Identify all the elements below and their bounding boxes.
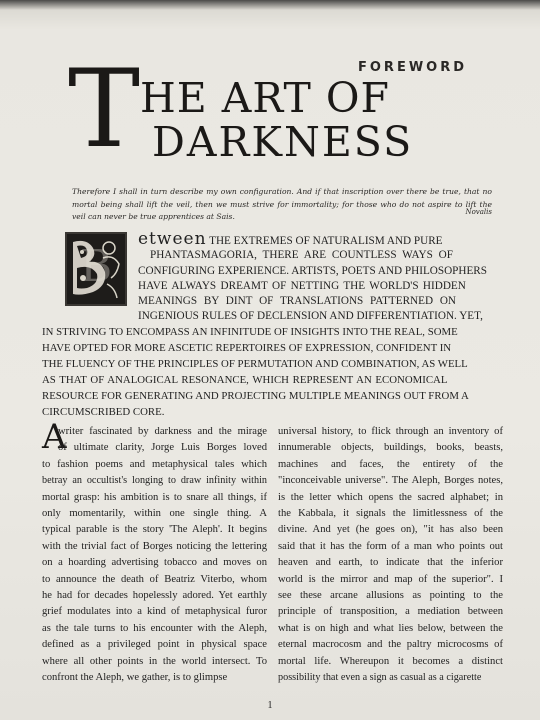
right-line: machines and faces, the entirety of the [278,458,503,470]
intro-line-8: THE FLUENCY OF THE PRINCIPLES OF PERMUTATION AND COMBINATION, AS WELL [42,358,468,370]
left-line: to fashion poems and metaphysical tales which [42,458,267,470]
left-column [42,417,267,687]
right-line: eternal macrocosm and the paltry microcosms of [278,639,503,651]
intro-line-11: CIRCUMSCRIBED CORE. [42,406,165,418]
right-line: the Kabbala, it signals the limitlessness of the [278,508,503,520]
intro-line-0 [138,229,498,249]
left-line: on a hoarding advertising tobacco and moves on [42,557,267,569]
right-line: is the letter which opens the sacred alphabet; in [278,491,503,503]
intro-line-1: PHANTASMAGORIA, THERE ARE COUNTLESS WAYS OF [150,249,453,261]
left-line: of ultimate clarity, Jorge Luis Borges loved [58,442,267,454]
right-line: mortal life. Whereupon it becomes a distinct [278,655,503,667]
section-label: FOREWORD [358,60,468,75]
intro-line-2: CONFIGURING EXPERIENCE. ARTISTS, POETS AND PHILOSOPHERS [138,265,487,277]
title-line-2: DARKNESS [152,118,414,166]
intro-line-4: MEANINGS BY DINT OF TRANSLATIONS PATTERNED ON [138,295,457,307]
left-line: mortal grasp: his ambition is to snare all things, if [42,491,267,503]
right-line: world is the mirror and map of the superior". I [278,573,503,585]
left-line: as the tale turns to his encounter with the Aleph, [42,622,267,634]
left-line: where all other points in the world intersect. To [42,655,267,667]
right-line: principle of transposition, a mediation between [278,606,503,618]
right-line: said that it has the form of a man who points out [278,540,503,552]
right-column [278,424,503,687]
right-line: divine. And yet (he goes on), "it has also been [278,524,503,536]
intro-lead-word: etween [138,229,207,249]
dropcap-letter: B [79,241,113,292]
right-line: universal history, to flick through an inventory of [278,426,503,437]
left-line: betray an occultist's longing to draw infinity within [42,475,267,487]
right-line: what is on high and what lies below, between the [278,622,503,634]
dropcap-ornament-icon [67,234,125,304]
intro-line-6: IN STRIVING TO ENCOMPASS AN INFINITUDE OF INSIGHTS INTO THE REAL, SOME [42,326,458,338]
left-line: to announce the death of Beatriz Viterbo, whom [42,573,267,585]
left-line: confront the Aleph, we gather, is to glimpse [42,672,228,684]
epigraph-attribution: Novalis [465,208,492,216]
left-line: typical parable is the story 'The Aleph'. It begins [42,524,267,536]
right-line: "inconceivable universe". The Aleph, Borges notes, [278,475,503,487]
intro-line-7: HAVE OPTED FOR MORE ASCETIC REPERTOIRES OF EXPRESSION, CONFIDENT IN [42,342,452,354]
intro-line-10: RESOURCE FOR GENERATING AND PROJECTING MULTIPLE MEANINGS OUT FROM A [42,390,469,402]
right-line: possibility that even a sign as casual as a cigarette [278,672,482,684]
left-line: only momentarily, within one single thing. A [42,508,267,520]
title-line-1: HE ART OF [140,74,390,122]
left-line: he had for decades hopelessly adored. Yet earthly [42,590,267,602]
intro-line-9: AS THAT OF ANALOGICAL RESONANCE, WHICH REPRESENT AN ECONOMICAL [42,374,448,386]
left-line: writer fascinated by darkness and the mirage [58,426,267,437]
left-line: with the trivial fact of Borges noticing the lettering [42,540,267,552]
intro-line-text: THE EXTREMES OF NATURALISM AND PURE [209,235,443,247]
right-line: heaven and earth, to indicate that the inferior [278,557,503,569]
left-column-dropcap: A [42,417,67,457]
dropcap-b-illustration [65,232,127,306]
intro-line-3: HAVE ALWAYS DREAMT OF NETTING THE WORLD'S HIDDEN [138,280,466,292]
title-initial: T [68,47,141,172]
intro-line-5: INGENIOUS RULES OF DECLENSION AND DIFFERENTIATION. YET, [138,310,483,322]
page-number: 1 [267,700,273,711]
right-line: see these arcane allusions as pointing to the [278,590,503,602]
epigraph: Therefore I shall in turn describe my own configuration. And if that inscription over there be true, that no mortal being shall lift the veil, then we must strive for immortality; for those who do not aspire to lift the veil can never be true apprentices at Sais. [72,187,492,222]
left-line: grief modulates into a kind of metaphysical furor [42,606,267,618]
right-line: innumerable objects, buildings, books, beasts, [278,442,503,454]
left-line: defined as a privileged point in physical space [42,639,267,651]
